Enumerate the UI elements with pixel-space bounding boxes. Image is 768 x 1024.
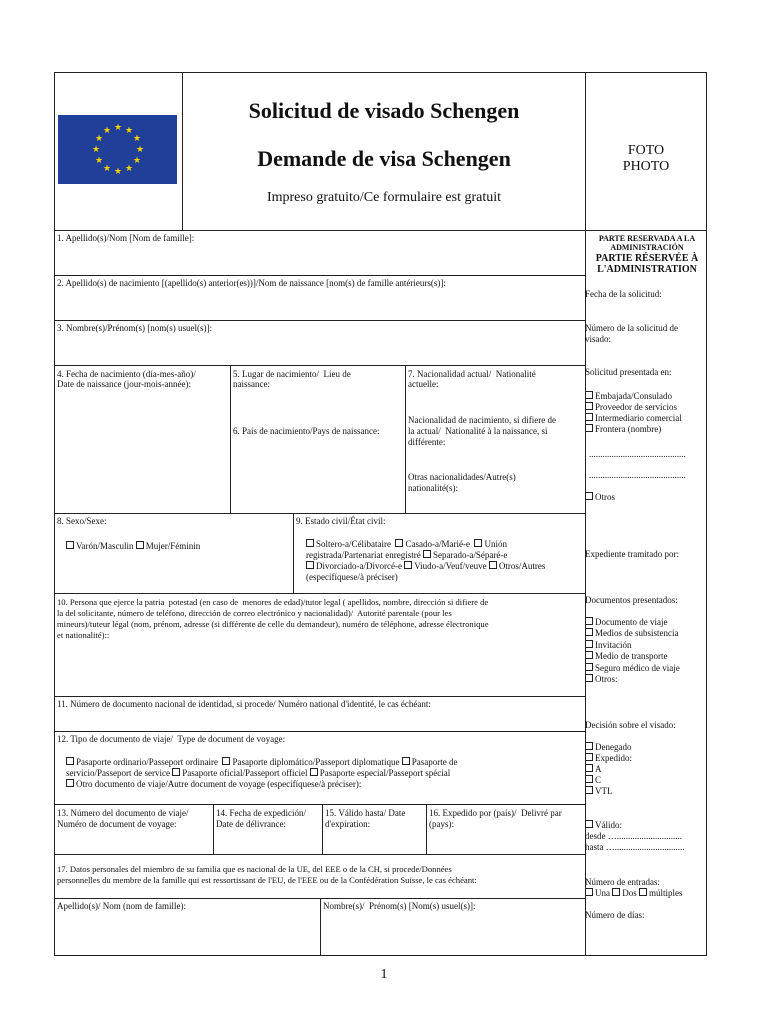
field-11-national-id[interactable]: 11. Número de documento nacional de identidad, si procede/ Numéro national d'identité, le cas échéant: [57,699,431,709]
admin-document-option [585,628,679,639]
field-label: Nacionalidad de nacimiento, si difiere de [408,415,556,425]
option-label: Viudo-a/Veuf/veuve [414,561,487,571]
field-label: naissance: [233,379,270,389]
admin-application-date: Fecha de la solicitud: [585,289,662,299]
admin-document-option [585,663,680,674]
star-icon: ★ [114,166,123,176]
field-label: Date de naissance (jour-mois-année): [57,379,192,389]
option-label: Casado-a/Marié-e [405,539,470,549]
option-label: Otros/Autres [498,561,546,571]
checkbox[interactable] [585,775,593,783]
field-label: 10. Persona que ejerce la patria potestad (en caso de menores de edad)/tutor legal ( apellidos, nombre, dirección si difiere de [57,597,489,607]
admin-valid-until: hasta …............................... [585,842,685,852]
civil-status-row-1 [306,539,507,550]
doc-type-row-3 [66,779,361,790]
checkbox[interactable] [585,492,593,500]
option-label: A [595,764,602,774]
field-label: Numéro de document de voyage: [57,819,177,829]
checkbox-male[interactable] [66,541,74,549]
checkbox-diplomatic-passport[interactable] [222,757,230,765]
admin-visa-decision: Decisión sobre el visado: [585,720,676,730]
field-label: la actual/ Nationalité à la naissance, si [408,426,548,436]
admin-entries: Número de entradas: [585,877,660,887]
checkbox-female[interactable] [136,541,144,549]
option-label: Invitación [595,640,632,650]
option-label: Pasaporte oficial/Passeport officiel [182,768,308,778]
option-label: servicio/Passeport de service [66,768,170,778]
checkbox[interactable] [585,640,593,648]
checkbox-separated[interactable] [423,550,431,558]
field-2-birth-surname[interactable]: 2. Apellido(s) de nacimiento [(apellido(s) anterior(es))]/Nom de naissance [nom(s) de famille antérieurs(s)]: [57,278,446,288]
field-label: 13. Número del documento de viaje/ [57,808,189,818]
admin-decision-option [585,764,602,775]
option-label: registrada/Partenariat enregistré [306,550,421,560]
admin-submitted-option [585,391,672,402]
admin-submitted-at: Solicitud presentada en: [585,367,672,377]
option-label: Medios de subsistencia [595,628,679,638]
field-9-civil-status: 9. Estado civil/État civil: [296,516,386,526]
eu-flag [58,115,177,184]
option-label: Seguro médico de viaje [595,663,680,673]
admin-documents: Documentos presentados: [585,595,678,605]
field-label: 14. Fecha de expedición/ [216,808,306,818]
admin-dotted-line: ........................................... [589,449,686,459]
free-form-note: Impreso gratuito/Ce formulaire est gratuit [266,190,502,205]
field-1-surname[interactable]: 1. Apellido(s)/Nom [Nom de famille]: [57,233,195,243]
field-label: différente: [408,437,446,447]
checkbox-other-document[interactable] [66,779,74,787]
field-label: Date de délivrance: [216,819,286,829]
checkbox-married[interactable] [395,539,403,547]
checkbox[interactable] [585,663,593,671]
admin-decision-option [585,775,601,786]
checkbox[interactable] [585,391,593,399]
star-icon: ★ [95,155,104,165]
checkbox-partnership[interactable] [474,539,482,547]
admin-header-line: ADMINISTRACIÓN [610,243,684,252]
checkbox[interactable] [585,424,593,432]
option-label: Soltero-a/Célibataire [316,539,391,549]
star-icon: ★ [133,133,142,143]
admin-submitted-option [585,492,615,503]
admin-submitted-option [585,424,661,435]
option-label: Pasaporte ordinario/Passeport ordinaire [76,757,218,767]
star-icon: ★ [103,125,112,135]
checkbox-widowed[interactable] [404,561,412,569]
checkbox[interactable] [585,651,593,659]
admin-entries-options [585,888,683,899]
option-label: Proveedor de servicios [595,402,677,412]
form-title-es: Solicitud de visado Schengen [248,98,520,123]
page-number: 1 [380,967,388,982]
option-label: Otros [595,492,615,502]
star-icon: ★ [125,163,134,173]
admin-decision-option [585,742,631,753]
star-icon: ★ [136,144,145,154]
civil-status-row-2 [306,550,507,561]
admin-submitted-option [585,413,682,424]
option-label: Denegado [595,742,632,752]
photo-label-fr: PHOTO [622,159,670,174]
admin-handled-by: Expediente tramitado por: [585,549,679,559]
doc-type-row-1 [66,757,457,768]
star-icon: ★ [92,144,101,154]
photo-label-es: FOTO [627,143,665,158]
field-label: personnelles du membre de la famille qui est ressortissant de l'EU, de l'EEE ou de la Confédération Suisse, le cas échéant: [57,875,477,885]
admin-document-option [585,674,618,685]
admin-document-option [585,640,632,651]
admin-days: Número de días: [585,910,645,920]
checkbox-ordinary-passport[interactable] [66,757,74,765]
admin-header-line: PARTE RESERVADA A LA [598,234,696,243]
option-label: Mujer/Féminin [145,541,201,551]
field-label: 4. Fecha de nacimiento (día-mes-año)/ [57,369,196,379]
checkbox[interactable] [585,402,593,410]
checkbox[interactable] [585,628,593,636]
field-label: 16. Expedido por (país)/ Delivré par [429,808,562,818]
field-label: (pays): [429,819,454,829]
field-label: Otras nacionalidades/Autre(s) [408,472,516,482]
checkbox[interactable] [585,786,593,794]
option-label: Unión [484,539,507,549]
field-label: d'expiration: [325,819,371,829]
star-icon: ★ [133,155,142,165]
admin-submitted-option [585,402,677,413]
sex-options [66,541,200,552]
field-label: 15. Válido hasta/ Date [325,808,406,818]
civil-status-row-4: (especifíquese/à préciser) [306,572,398,582]
option-label: C [595,775,602,785]
checkbox-other[interactable] [489,561,497,569]
field-label: 5. Lugar de nacimiento/ Lieu de [233,369,351,379]
admin-valid-from: desde …............................. [585,831,682,841]
option-label: VTL [595,786,613,796]
star-icon: ★ [125,125,134,135]
field-6-country-of-birth[interactable]: 6. País de nacimiento/Pays de naissance: [233,426,380,436]
option-label: múltiples [649,888,683,898]
option-label: Otros: [595,674,618,684]
field-label: la del solicitante, número de teléfono, dirección de correo electrónico y nacionalidad)/ Autorité parentale (pour les [57,608,452,618]
option-label: Expedido: [595,753,632,763]
admin-document-option [585,651,667,662]
admin-application-number: Número de la solicitud de [585,323,678,333]
admin-document-option [585,617,667,628]
checkbox[interactable] [585,742,593,750]
option-label: Embajada/Consulado [595,391,672,401]
option-label: Medio de transporte [595,651,668,661]
option-label: Pasaporte especial/Passeport spécial [319,768,451,778]
field-label: actuelle: [408,379,439,389]
checkbox-single[interactable] [306,539,314,547]
checkbox-special-passport[interactable] [310,768,318,776]
field-8-sex: 8. Sexo/Sexe: [57,516,107,526]
option-label: Separado-a/Séparé-e [432,550,508,560]
checkbox[interactable] [585,413,593,421]
field-label: nationalité(s): [408,483,458,493]
option-label: Frontera (nombre) [595,424,662,434]
admin-decision-option [585,786,613,797]
checkbox[interactable] [585,617,593,625]
checkbox[interactable] [585,753,593,761]
checkbox[interactable] [585,674,593,682]
checkbox[interactable] [612,888,620,896]
checkbox[interactable] [639,888,647,896]
checkbox-divorced[interactable] [306,561,314,569]
checkbox[interactable] [585,764,593,772]
star-icon: ★ [103,163,112,173]
option-label: Varón/Masculin [76,541,134,551]
admin-header-line: PARTIE RÉSERVÉE À [595,253,699,264]
checkbox[interactable] [585,888,593,896]
form-title-fr: Demande de visa Schengen [257,146,511,171]
admin-dotted-line: ........................................... [589,470,686,480]
option-label: Intermediario comercial [595,413,682,423]
field-17-surname[interactable]: Apellido(s)/ Nom (nom de famille): [57,901,186,911]
field-17-first-names[interactable]: Nombre(s)/ Prénom(s) [Nom(s) usuel(s)]: [323,901,476,911]
field-label: 17. Datos personales del miembro de su familia que es nacional de la UE, del EEE o de la CH, si procede/Données [57,864,452,874]
admin-valid [585,820,622,831]
field-12-document-type: 12. Tipo de documento de viaje/ Type de document de voyage: [57,734,286,744]
admin-decision-option [585,753,632,764]
field-3-first-names[interactable]: 3. Nombre(s)/Prénom(s) [nom(s) usuel(s)]: [57,323,212,333]
checkbox-official-passport[interactable] [172,768,180,776]
star-icon: ★ [114,122,123,132]
doc-type-row-2 [66,768,450,779]
civil-status-row-3 [306,561,545,572]
option-label: Documento de viaje [595,617,668,627]
option-label: Pasaporte diplomático/Passeport diplomatique [232,757,400,767]
option-label: Dos [622,888,637,898]
field-label: et nationalité):: [57,630,110,640]
admin-header-line: L'ADMINISTRATION [597,264,697,275]
option-label: Pasaporte de [411,757,458,767]
option-label: Válido: [595,820,622,830]
admin-application-number-2: visado: [585,334,611,344]
field-label: mineurs)/tuteur légal (nom, prénom, adresse (si différente de celle du demandeur), numéro de téléphone, adresse électronique [57,619,489,629]
option-label: Divorciado-a/Divorcé-e [316,561,402,571]
option-label: Una [595,888,610,898]
field-label: 7. Nacionalidad actual/ Nationalité [408,369,536,379]
option-label: Otro documento de viaje/Autre document de voyage (especifíquese/à préciser): [76,779,362,789]
checkbox[interactable] [585,820,593,828]
checkbox-service-passport[interactable] [402,757,410,765]
star-icon: ★ [95,133,104,143]
